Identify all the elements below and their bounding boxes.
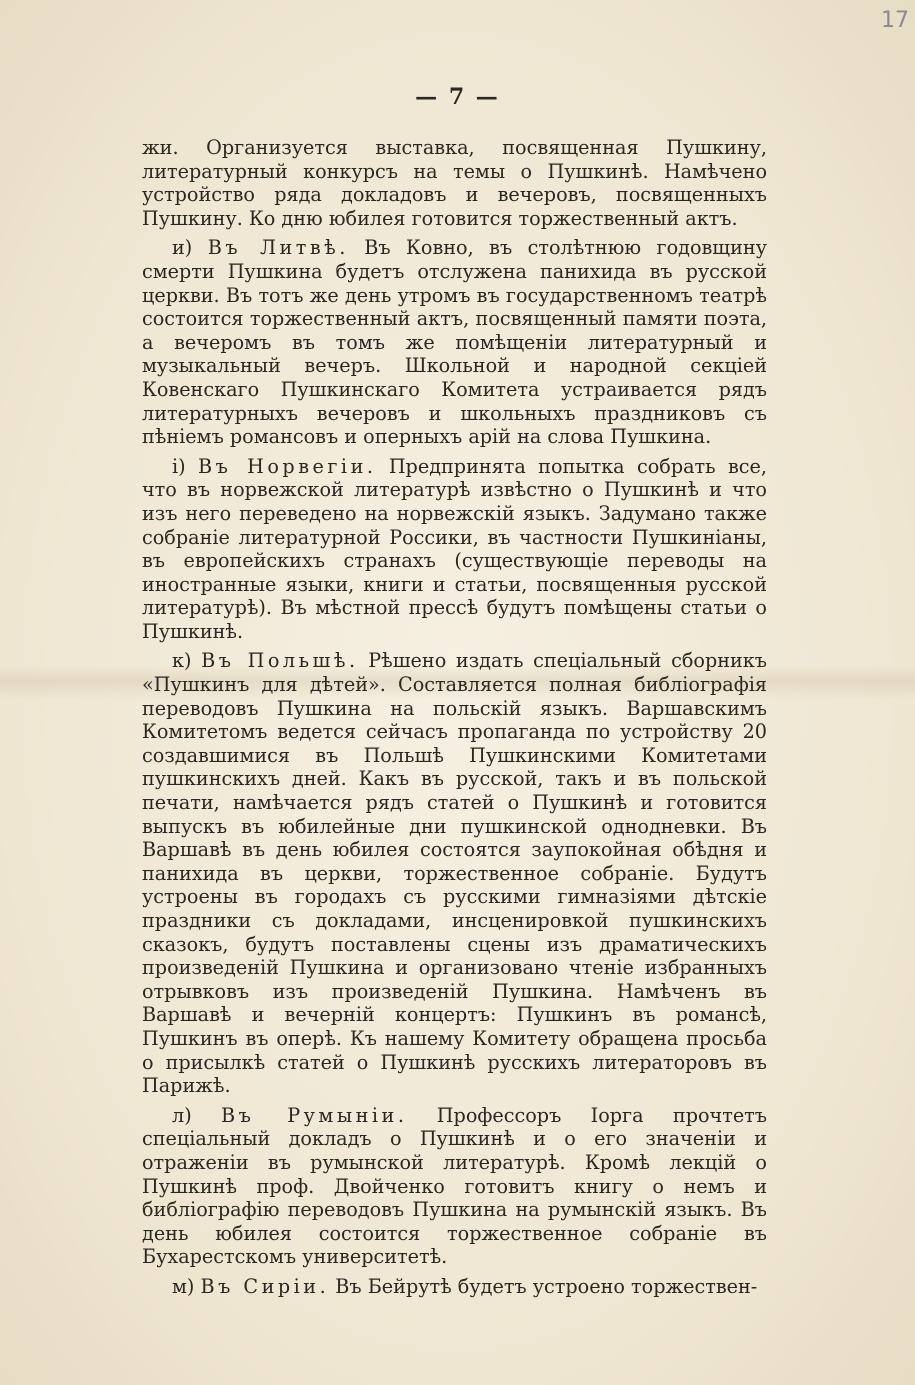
- section-heading: Въ Румыніи.: [221, 1103, 408, 1127]
- body-text: [142, 136, 767, 1305]
- paragraph-continuation: [142, 136, 767, 230]
- paragraph-romania: [142, 1104, 767, 1269]
- paragraph-poland: [142, 649, 767, 1097]
- section-heading: Въ Норвегіи.: [197, 454, 377, 478]
- item-label: и): [172, 236, 208, 260]
- paragraph-body: Въ Бейрутѣ будетъ устроено торжествен-: [329, 1274, 758, 1298]
- section-heading: Въ Литвѣ.: [207, 236, 349, 260]
- section-heading: Въ Польшѣ.: [201, 649, 359, 673]
- pencil-folio-mark: 17: [881, 8, 909, 33]
- paragraph-body: Профессоръ Іорга прочтетъ спеціальный докладъ о Пушкинѣ и о его значеніи и отраженіи въ румынской литературѣ. Кромѣ лекцій о Пушкинѣ проф. Двойченко готовитъ книгу о немъ и библіографію переводовъ Пушкина на румынскій языкъ. Въ день юбилея состоится торжественное собраніе въ Бухарестскомъ университетѣ.: [142, 1103, 768, 1269]
- item-label: і): [172, 454, 198, 478]
- item-label: л): [172, 1103, 222, 1127]
- page-number: — 7 —: [415, 84, 500, 110]
- paragraph-syria: [142, 1275, 767, 1299]
- paragraph-body: Рѣшено издать спеціальный сборникъ «Пушкинъ для дѣтей». Составляется полная библіографія переводовъ Пушкина на польскій языкъ. Варшавскимъ Комитетомъ ведется сейчасъ пропаганда по устройству 20 создавшимися въ Польшѣ Пушкинскими Комитетами пушкинскихъ дней. Какъ въ русской, такъ и въ польской печати, намѣчается рядъ статей о Пушкинѣ и готовится выпускъ въ юбилейные дни пушкинской однодневки. Въ Варшавѣ въ день юбилея состоятся заупокойная обѣдня и панихида въ церкви, торжественное собраніе. Будутъ устроены въ городахъ съ русскими гимназіями дѣтскіе праздники съ докладами, инсценировкой пушкинскихъ сказокъ, будутъ поставлены сцены изъ драматическихъ произведеній Пушкина и организовано чтеніе избранныхъ отрывковъ изъ произведеній Пушкина. Намѣченъ въ Варшавѣ и вечерній концертъ: Пушкинъ въ романсѣ, Пушкинъ въ оперѣ. Къ нашему Комитету обращена просьба о присылкѣ статей о Пушкинѣ русскихъ литераторовъ въ Парижѣ.: [142, 649, 768, 1098]
- paragraph-body: Предпринята попытка собрать все, что въ норвежской литературѣ извѣстно о Пушкинѣ и что изъ него переведено на норвежскій языкъ. Задумано также собраніе литературной Россики, въ частности Пушкиніаны, въ европейскихъ странахъ (существующіе переводы на иностранные языки, книги и статьи, посвященныя русской литературѣ). Въ мѣстной прессѣ будутъ помѣщены статьи о Пушкинѣ.: [142, 454, 767, 643]
- paragraph-lithuania: [142, 236, 767, 448]
- paragraph-body: Въ Ковно, въ столѣтнюю годовщину смерти Пушкина будетъ отслужена панихида въ русской церкви. Въ тотъ же день утромъ въ государственномъ театрѣ состоится торжественный актъ, посвященный памяти поэта, а вечеромъ въ томъ же помѣщеніи литературный и музыкальный вечеръ. Школьной и народной секціей Ковенскаго Пушкинскаго Комитета устраивается рядъ литературныхъ вечеровъ и школьныхъ праздниковъ съ пѣніемъ романсовъ и оперныхъ арій на слова Пушкина.: [142, 236, 767, 449]
- paragraph-body: жи. Организуется выставка, посвященная Пушкину, литературный конкурсъ на темы о Пушкинѣ. Намѣчено устройство ряда докладовъ и вечеровъ, посвященныхъ Пушкину. Ко дню юбилея готовится торжественный актъ.: [142, 136, 767, 230]
- item-label: м): [172, 1274, 201, 1298]
- section-heading: Въ Сиріи.: [200, 1274, 330, 1298]
- paragraph-norway: [142, 455, 767, 644]
- item-label: к): [172, 649, 202, 673]
